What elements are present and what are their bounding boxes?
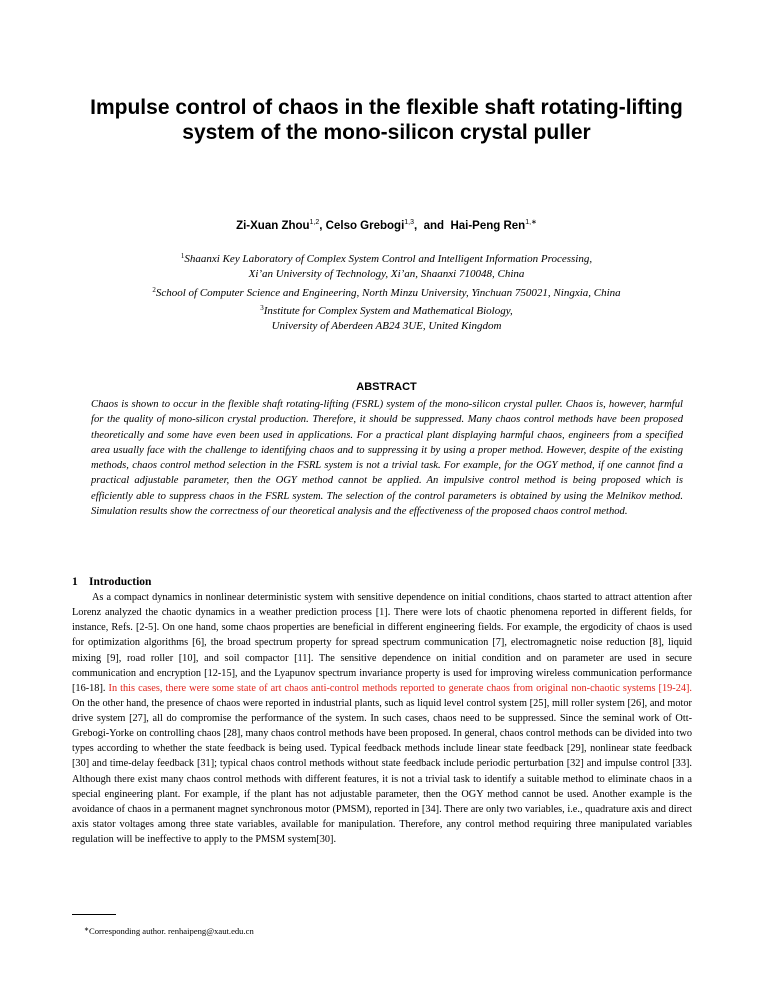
paper-title: Impulse control of chaos in the flexible shaft rotating-lifting system of the mono-silicon crystal puller [90,96,683,144]
affiliation-line [60,283,713,301]
section-heading [72,575,472,589]
section-number: 1 [72,576,78,588]
author-name: Hai-Peng Ren [450,220,526,232]
abstract-heading: ABSTRACT [356,381,417,393]
footnote-divider [72,914,116,915]
footnote-text: Corresponding author. renhaipeng@xaut.edu.cn [89,926,254,936]
affiliation-line: Xi’an University of Technology, Xi’an, Shaanxi 710048, China [248,268,525,281]
author-affiliation-mark: 1,∗ [525,219,537,226]
author-separator: , and [414,220,451,232]
footnote-mark: ∗ [84,927,90,933]
author-name: Zi-Xuan Zhou [236,220,310,232]
intro-text: As a compact dynamics in nonlinear deterministic system with sensitive dependence on initial conditions, chaos started to attract attention after Lorenz analyzed the chaotic dynamics in a weather prediction process [1]. There were lots of chaotic phenomena reported in different fields, for instance, Refs. [2-5]. On one hand, some chaos properties are beneficial in different engineering fields. For example, the ergodicity of chaos is used for optimization algorithms [6], the broad spectrum property for spread spectrum communication [7], electromagnetic noise reduction [8], liquid mixing [9], road roller [10], and soil compactor [11]. The sensitive dependence on initial condition and on parameter are used in secure communication and encryption [12-15], and the Lyapunov spectrum invariance property is used for improving wireless communication performance [16-18]. [72,592,692,694]
affiliation-mark: 3 [260,303,264,312]
author-separator: , [319,220,326,232]
author-affiliation-mark: 1,3 [404,219,415,226]
affiliation-line [60,301,713,319]
affiliation-line: University of Aberdeen AB24 3UE, United Kingdom [271,320,502,333]
author-name: Celso Grebogi [325,220,405,232]
affiliation-mark: 2 [152,285,156,294]
intro-highlighted-text: In this cases, there were some state of art chaos anti-control methods reported to generate chaos from original non-chaotic systems [19-24]. [108,682,693,694]
affiliation-text: Shaanxi Key Laboratory of Complex System Control and Intelligent Information Processing, [184,253,593,265]
affiliation-line [60,249,713,267]
author-line [80,216,693,233]
introduction-paragraph [72,590,692,847]
author-affiliation-mark: 1,2 [309,219,320,226]
footnote [84,925,584,937]
affiliations [60,249,713,334]
section-title: Introduction [89,576,152,588]
intro-text: On the other hand, the presence of chaos were reported in industrial plants, such as liquid level control system [25], mill roller system [26], and motor drive system [27], all do compromise the performance of the system. In such cases, chaos need to be suppressed. Since the seminal work of Ott-Grebogi-Yorke on controlling chaos [28], many chaos control methods have been proposed. In general, chaos control methods can be divided into two types according to whether the state feedback is being used. Typical feedback methods include linear state feedback [29], nonlinear state feedback [30] and time-delay feedback [31]; typical chaos control methods without state feedback include periodic perturbation [32] and impulse control [33]. Although there exist many chaos control methods with different features, it is not a trivial task to identify a suitable method to eliminate chaos in a special engineering plant. For example, if the plant has not adjustable parameter, then the OGY method cannot be used. Another example is the avoidance of chaos in a permanent magnet synchronous motor (PMSM), reported in [34]. There are only two variables, i.e., quadrature axis and direct axis stator voltages among three state variables, available for manipulation. Therefore, any control method requiring three manipulated variables regulation will be ineffective to apply to the PMSM system[30]. [72,697,692,845]
affiliation-text: Institute for Complex System and Mathematical Biology, [263,304,513,317]
affiliation-mark: 1 [180,252,185,260]
abstract-text: Chaos is shown to occur in the flexible shaft rotating-lifting (FSRL) system of the mono-silicon crystal puller. Chaos is, however, harmful for the quality of mono-silicon crystal production. Therefore, it should be suppressed. Many chaos control methods have been proposed theoretically and some have even been used in applications. For a practical plant displaying harmful chaos, engineers from a specified area usually face with the challenge to identifying chaos and to suppressing it by using a proper method. However, despite of the existing methods, chaos control method selection in the FSRL system is not a trivial task. For example, for the OGY method, if one cannot find a practical adjustable parameter, then the OGY method cannot be applied. An impulsive control method is being proposed which is efficiently able to suppress chaos in the FSRL system. The selection of the control parameters is obtained by using the Melnikov method. Simulation results show the correctness of our theoretical analysis and the effectiveness of the proposed chaos control method. [91,399,683,517]
affiliation-text: School of Computer Science and Engineering, North Minzu University, Yinchuan 750021, Ningxia, China [155,286,621,299]
